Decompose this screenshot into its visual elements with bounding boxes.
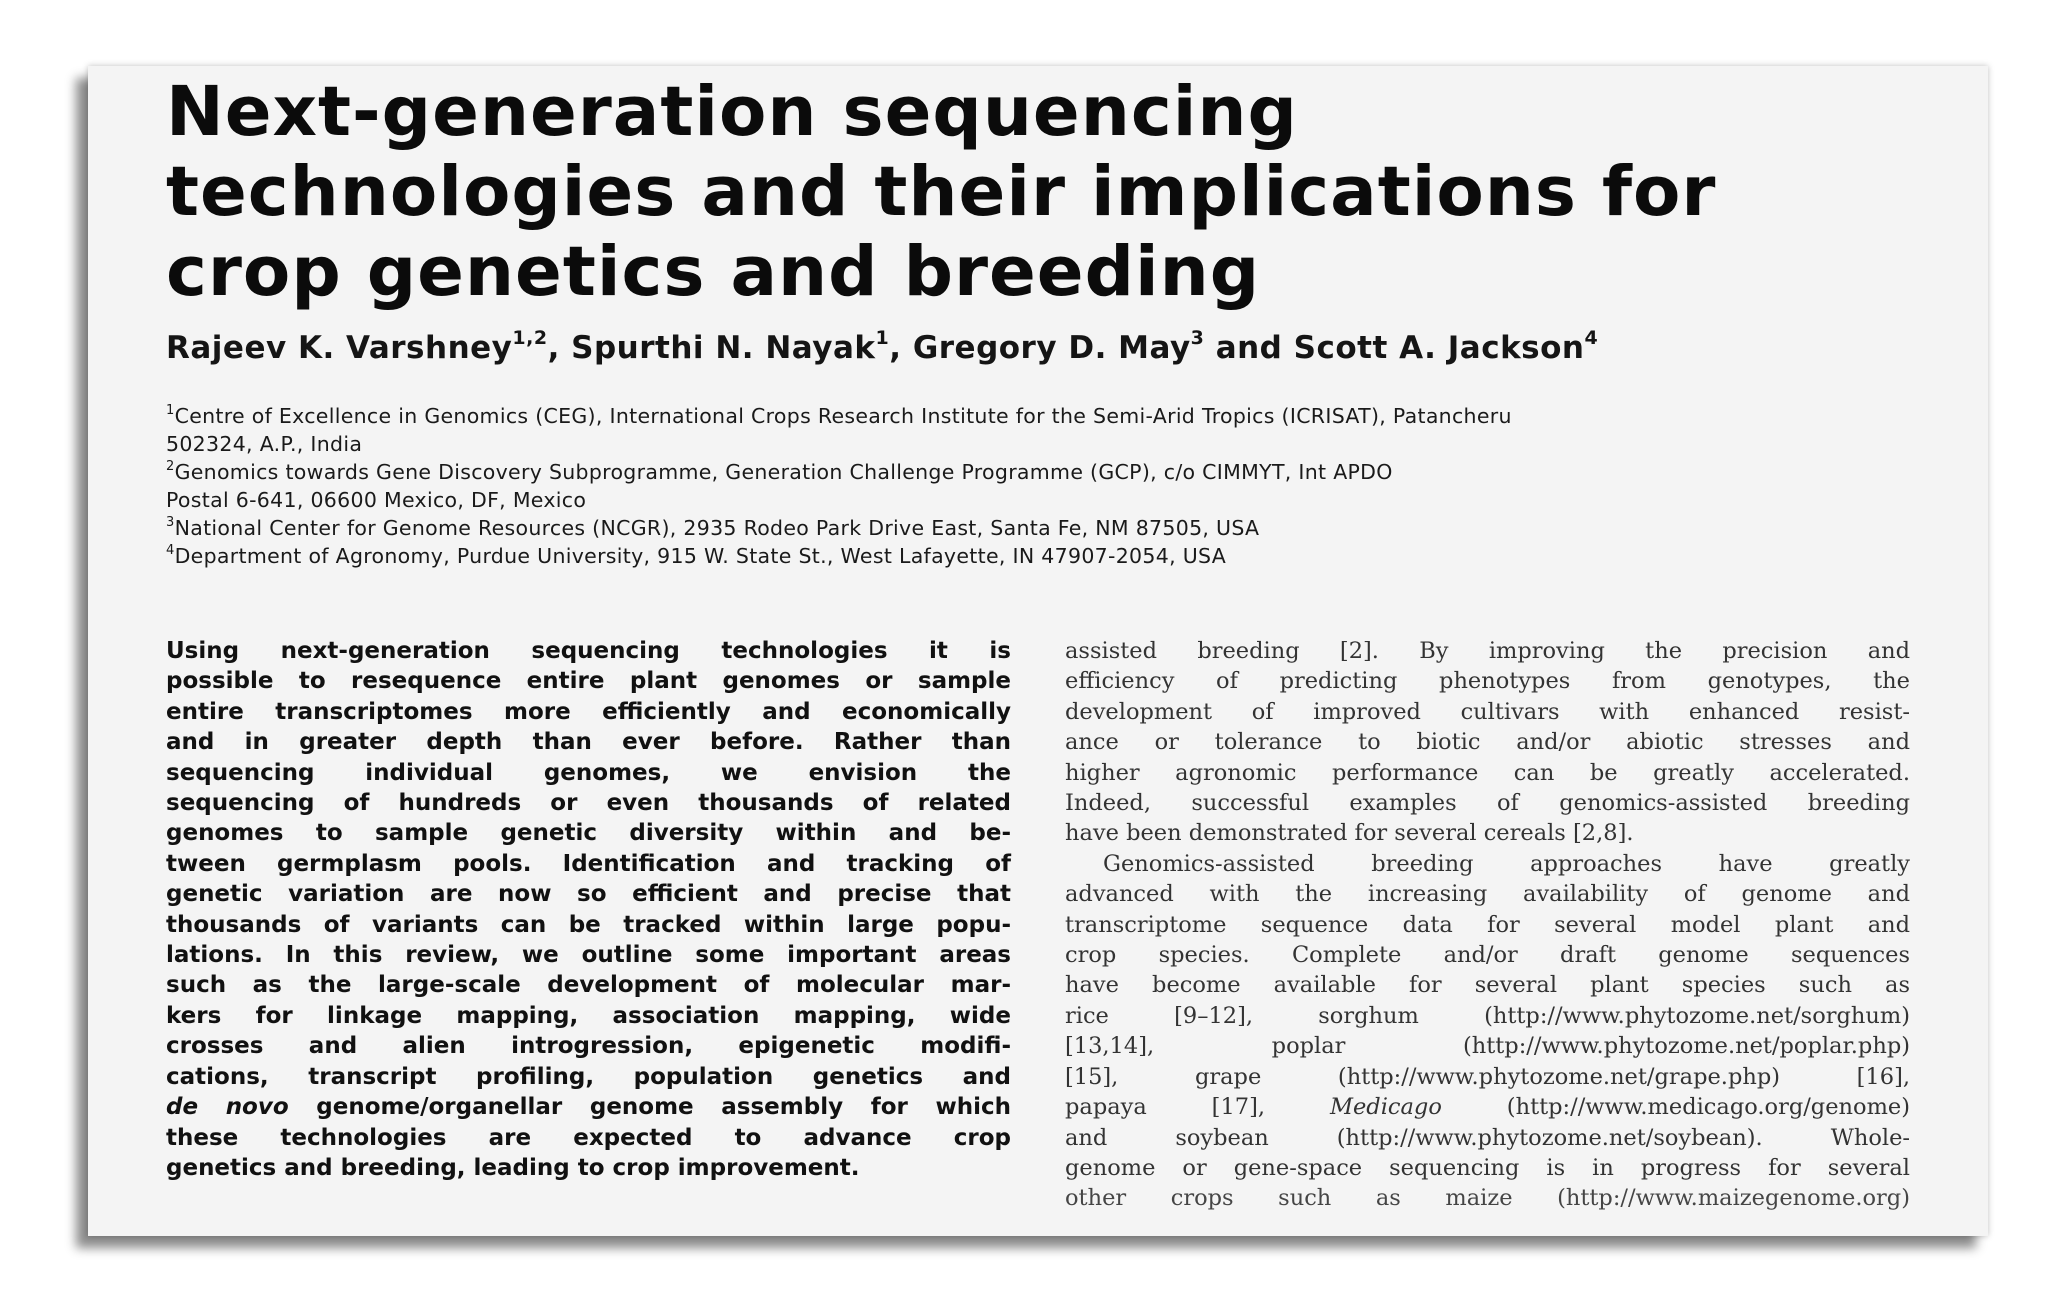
body-line: have been demonstrated for several cereals [2,8]. xyxy=(1065,820,1634,847)
title-line: crop genetics and breeding xyxy=(166,232,1261,312)
body-line: development of improved cultivars with enhanced resist- xyxy=(1065,698,1910,725)
abstract-line: genomes to sample genetic diversity within and be- xyxy=(166,820,1011,847)
affiliation-text: Postal 6-641, 06600 Mexico, DF, Mexico xyxy=(166,488,587,512)
affiliation-line xyxy=(166,430,1946,458)
abstract-line: entire transcriptomes more efficiently and economically xyxy=(166,698,1011,725)
author-name: Gregory D. May xyxy=(912,330,1191,366)
body-line: and soybean (http://www.phytozome.net/soybean). Whole- xyxy=(1065,1124,1910,1151)
body-line: Genomics-assisted breeding approaches have greatly xyxy=(1103,850,1910,877)
affiliation-text: Department of Agronomy, Purdue University, 915 W. State St., West Lafayette, IN 47907-2054, USA xyxy=(174,544,1227,568)
affiliation-number: 2 xyxy=(166,459,175,474)
body-line: advanced with the increasing availability of genome and xyxy=(1065,881,1910,908)
abstract-line: Using next-generation sequencing technologies it is xyxy=(166,638,1011,664)
author-separator: and xyxy=(1204,330,1294,366)
body-line: transcriptome sequence data for several model plant and xyxy=(1065,911,1910,938)
abstract-line: cations, transcript profiling, population genetics and xyxy=(166,1063,1011,1090)
author-list xyxy=(166,327,1599,366)
body-line: efficiency of predicting phenotypes from genotypes, the xyxy=(1065,668,1910,695)
body-line: have become available for several plant species such as xyxy=(1065,972,1910,999)
italic-term: de novo xyxy=(166,1094,289,1121)
abstract-line: genetics and breeding, leading to crop improvement. xyxy=(166,1154,860,1181)
title-line: technologies and their implications for xyxy=(166,152,1717,232)
body-line: [13,14], poplar (http://www.phytozome.net/poplar.php) xyxy=(1065,1033,1910,1060)
body-line: genome or gene-space sequencing is in progress for several xyxy=(1065,1154,1910,1181)
body-column xyxy=(1065,636,1910,1212)
abstract-line: genetic variation are now so efficient and precise that xyxy=(166,881,1011,908)
affiliation-text: Centre of Excellence in Genomics (CEG), International Crops Research Institute for the Semi-Arid Tropics (ICRISAT), Patancheru xyxy=(174,404,1512,428)
author-affiliation-marker: 3 xyxy=(1190,327,1205,349)
abstract-line: such as the large-scale development of molecular mar- xyxy=(166,972,1011,999)
affiliation-text: National Center for Genome Resources (NCGR), 2935 Rodeo Park Drive East, Santa Fe, NM 87505, USA xyxy=(174,516,1260,540)
abstract-line: and in greater depth than ever before. Rather than xyxy=(166,729,1011,756)
body-line: ance or tolerance to biotic and/or abiotic stresses and xyxy=(1065,729,1910,756)
body-line: other crops such as maize (http://www.maizegenome.org) xyxy=(1065,1185,1910,1212)
italic-term: Medicago xyxy=(1329,1094,1442,1121)
abstract-line: lations. In this review, we outline some important areas xyxy=(166,942,1011,969)
abstract-line: these technologies are expected to advance crop xyxy=(166,1124,1011,1151)
affiliation-text: Genomics towards Gene Discovery Subprogramme, Generation Challenge Programme (GCP), c/o CIMMYT, Int APDO xyxy=(174,460,1393,484)
author-separator: , xyxy=(889,330,913,366)
affiliation-line xyxy=(166,486,1946,514)
affiliation-line xyxy=(166,514,1946,542)
abstract-line: tween germplasm pools. Identification and tracking of xyxy=(166,850,1011,877)
paper-page xyxy=(88,66,1988,1236)
affiliation-number: 4 xyxy=(166,543,175,558)
affiliation-line xyxy=(166,458,1946,486)
body-line: papaya [17], Medicago (http://www.medicago.org/genome) xyxy=(1065,1094,1910,1121)
abstract-line: crosses and alien introgression, epigenetic modifi- xyxy=(166,1033,1011,1060)
body-line: Indeed, successful examples of genomics-assisted breeding xyxy=(1065,790,1910,817)
author-separator: , xyxy=(547,330,572,366)
author-affiliation-marker: 1,2 xyxy=(512,327,548,349)
author-name: Rajeev K. Varshney xyxy=(166,330,513,366)
paper-title xyxy=(166,72,1926,312)
body-line: crop species. Complete and/or draft genome sequences xyxy=(1065,942,1910,969)
body-line: rice [9–12], sorghum (http://www.phytozome.net/sorghum) xyxy=(1065,1002,1910,1029)
abstract-line: sequencing individual genomes, we envision the xyxy=(166,759,1011,786)
body-line: assisted breeding [2]. By improving the precision and xyxy=(1065,638,1910,664)
abstract-line: sequencing of hundreds or even thousands of related xyxy=(166,790,1011,817)
affiliation-line xyxy=(166,402,1946,430)
body-line: higher agronomic performance can be greatly accelerated. xyxy=(1065,759,1910,786)
author-affiliation-marker: 4 xyxy=(1584,327,1599,349)
affiliation-number: 1 xyxy=(166,403,175,418)
abstract-line: kers for linkage mapping, association mapping, wide xyxy=(166,1002,1011,1029)
author-affiliation-marker: 1 xyxy=(875,327,890,349)
affiliations xyxy=(166,402,1946,570)
affiliation-line xyxy=(166,542,1946,570)
affiliation-text: 502324, A.P., India xyxy=(166,432,363,456)
author-name: Scott A. Jackson xyxy=(1293,330,1585,366)
author-name: Spurthi N. Nayak xyxy=(571,330,876,366)
body-line: [15], grape (http://www.phytozome.net/grape.php) [16], xyxy=(1065,1063,1910,1090)
abstract-line: possible to resequence entire plant genomes or sample xyxy=(166,668,1011,695)
abstract-line: thousands of variants can be tracked within large popu- xyxy=(166,911,1011,938)
title-line: Next-generation sequencing xyxy=(166,72,1298,152)
abstract xyxy=(166,636,1011,1183)
affiliation-number: 3 xyxy=(166,515,175,530)
abstract-line: de novo genome/organellar genome assembly for which xyxy=(166,1094,1012,1121)
